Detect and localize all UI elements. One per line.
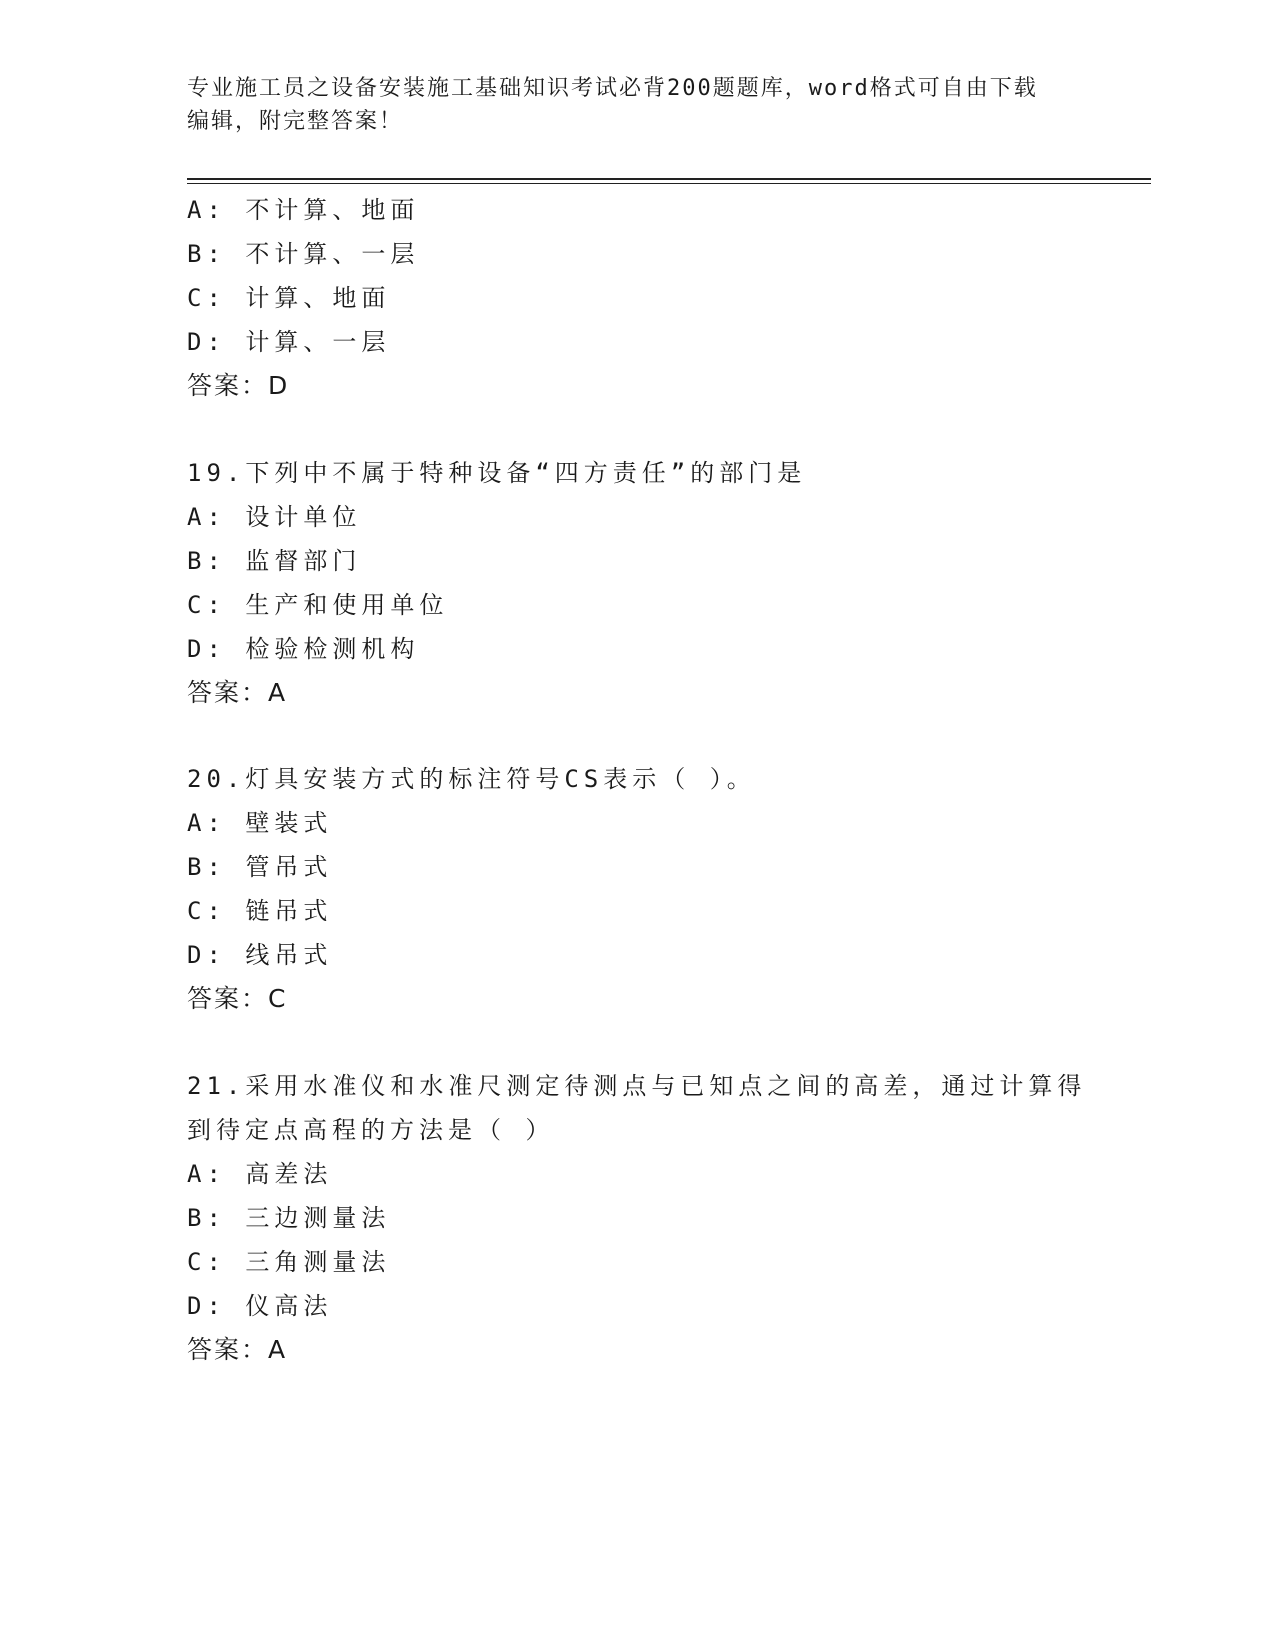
q18-option-d: D: 计算、一层 <box>187 328 391 356</box>
q19-option-b: B: 监督部门 <box>187 547 362 575</box>
header-divider-thick <box>187 178 1151 180</box>
q19-title: 19.下列中不属于特种设备“四方责任”的部门是 <box>187 459 807 487</box>
q20-title: 20.灯具安装方式的标注符号CS表示（ ）。 <box>187 765 756 793</box>
q20-option-d: D: 线吊式 <box>187 941 333 969</box>
q20-option-c: C: 链吊式 <box>187 897 333 925</box>
q20-option-b: B: 管吊式 <box>187 853 333 881</box>
q21-option-b: B: 三边测量法 <box>187 1204 391 1232</box>
q21-option-a: A: 高差法 <box>187 1160 333 1188</box>
header-line-1: 专业施工员之设备安装施工基础知识考试必背200题题库，word格式可自由下载 <box>187 76 1038 101</box>
q21-title-line-2: 到待定点高程的方法是（ ） <box>187 1116 555 1144</box>
q19-option-a: A: 设计单位 <box>187 503 362 531</box>
q20-option-a: A: 壁装式 <box>187 809 333 837</box>
q19-answer: 答案：A <box>187 678 288 707</box>
q21-option-c: C: 三角测量法 <box>187 1248 391 1276</box>
header-line-2: 编辑，附完整答案！ <box>187 109 404 134</box>
q21-option-d: D: 仪高法 <box>187 1292 333 1320</box>
q18-option-b: B: 不计算、一层 <box>187 240 420 268</box>
q18-answer: 答案：D <box>187 371 290 400</box>
q19-option-d: D: 检验检测机构 <box>187 635 420 663</box>
q18-option-a: A: 不计算、地面 <box>187 196 420 224</box>
document-header <box>187 72 1087 138</box>
q21-answer: 答案：A <box>187 1335 288 1364</box>
q18-option-c: C: 计算、地面 <box>187 284 391 312</box>
q21-title-line-1: 21.采用水准仪和水准尺测定待测点与已知点之间的高差，通过计算得 <box>187 1072 1087 1100</box>
q19-option-c: C: 生产和使用单位 <box>187 591 449 619</box>
q20-answer: 答案：C <box>187 984 288 1013</box>
header-divider-thin <box>187 183 1151 184</box>
